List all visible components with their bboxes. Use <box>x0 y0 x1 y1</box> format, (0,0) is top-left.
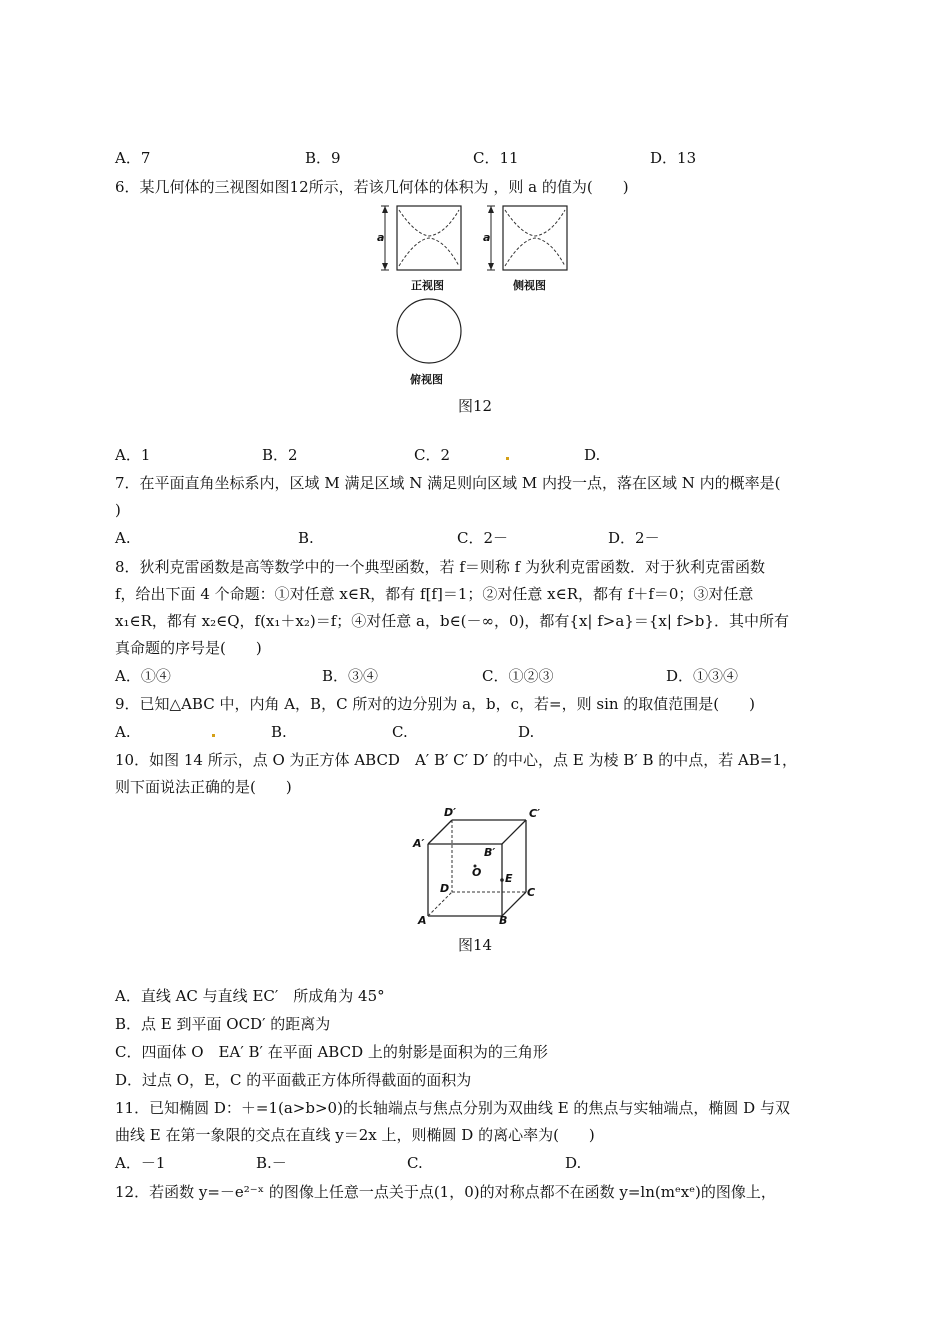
q10-stem-line1: 10．如图 14 所示，点 O 为正方体 ABCD A′ B′ C′ D′ 的中心，点 E 为棱 B′ B 的中点，若 AB=1， <box>115 751 797 769</box>
q9-option-c: C. <box>392 723 408 741</box>
front-view-dim-label: a <box>377 231 385 244</box>
q12-stem-line1: 12．若函数 y=－e²⁻ˣ 的图像上任意一点关于点(1，0)的对称点都不在函数 y=ln(mᵉxᵉ)的图像上， <box>115 1183 776 1201</box>
q6-option-c: C．2 <box>414 446 451 464</box>
q11-stem-line1: 11．已知椭圆 D：＋=1(a>b>0)的长轴端点与焦点分别为双曲线 E 的焦点与实轴端点，椭圆 D 与双 <box>115 1099 790 1117</box>
q10-option-a: A．直线 AC 与直线 EC′ 所成角为 45° <box>115 987 385 1005</box>
cube-label-a-prime: A′ <box>413 837 425 850</box>
cube-label-c: C <box>527 886 536 899</box>
figure-14-caption: 图14 <box>458 936 493 954</box>
q6-option-b: B．2 <box>262 446 298 464</box>
side-view-label: 侧视图 <box>513 279 546 292</box>
q10-option-d: D．过点 O，E，C 的平面截正方体所得截面的面积为 <box>115 1071 472 1089</box>
front-view-label: 正视图 <box>411 279 444 292</box>
q10-option-b: B．点 E 到平面 OCD′ 的距离为 <box>115 1015 331 1033</box>
q5-option-a: A．7 <box>115 149 151 167</box>
q8-option-a: A．①④ <box>115 667 171 685</box>
q9-option-b: B. <box>271 723 287 741</box>
three-view-figure <box>375 200 595 400</box>
q7-stem-line2: ) <box>115 501 121 519</box>
cube-label-e: E <box>505 872 513 885</box>
cube-label-b: B <box>499 914 508 927</box>
q8-stem-line1: 8．狄利克雷函数是高等数学中的一个典型函数，若 f＝则称 f 为狄利克雷函数．对于狄利克雷函数 <box>115 558 765 576</box>
q9-option-a: A. <box>115 723 131 741</box>
q8-stem-line3: x₁∈R，都有 x₂∈Q，f(x₁＋x₂)＝f；④对任意 a，b∈(－∞，0)，都有{x| f>a}＝{x| f>b}．其中所有 <box>115 612 789 630</box>
side-view-dim-label: a <box>483 231 491 244</box>
q10-option-c: C．四面体 O EA′ B′ 在平面 ABCD 上的射影是面积为的三角形 <box>115 1043 548 1061</box>
stray-mark <box>506 457 509 460</box>
q8-option-b: B．③④ <box>322 667 379 685</box>
q9-option-d: D. <box>518 723 535 741</box>
cube-label-d-prime: D′ <box>444 806 457 819</box>
q6-stem: 6．某几何体的三视图如图12所示，若该几何体的体积为 ，则 a 的值为( ) <box>115 178 629 196</box>
cube-label-c-prime: C′ <box>529 807 540 820</box>
cube-label-o: O <box>472 866 482 879</box>
q11-option-a: A．－1 <box>115 1154 166 1172</box>
q5-option-c: C．11 <box>473 149 519 167</box>
q11-option-b: B.－ <box>256 1154 287 1172</box>
q6-option-a: A．1 <box>115 446 151 464</box>
stray-mark <box>212 734 215 737</box>
q5-option-b: B．9 <box>305 149 341 167</box>
side-view <box>487 206 567 270</box>
q9-stem: 9．已知△ABC 中，内角 A，B，C 所对的边分别为 a，b，c，若=，则 sin 的取值范围是( ) <box>115 695 756 713</box>
cube-label-d: D <box>440 882 450 895</box>
q7-option-d: D．2－ <box>608 529 660 547</box>
top-view-label: 俯视图 <box>410 373 443 386</box>
q11-option-c: C. <box>407 1154 423 1172</box>
top-view-circle <box>397 299 461 363</box>
q5-option-d: D．13 <box>650 149 697 167</box>
q7-option-a: A. <box>115 529 131 547</box>
q8-option-c: C．①②③ <box>482 667 554 685</box>
q11-option-d: D. <box>565 1154 582 1172</box>
q8-stem-line2: f，给出下面 4 个命题：①对任意 x∈R，都有 f[f]＝1；②对任意 x∈R，都有 f＋f＝0；③对任意 <box>115 585 754 603</box>
q10-stem-line2: 则下面说法正确的是( ) <box>115 778 292 796</box>
cube-label-b-prime: B′ <box>484 846 496 859</box>
q7-option-b: B. <box>298 529 314 547</box>
q7-option-c: C．2－ <box>457 529 509 547</box>
cube-label-a: A <box>418 914 427 927</box>
q7-stem-line1: 7．在平面直角坐标系内，区域 M 满足区域 N 满足则向区域 M 内投一点，落在区域 N 内的概率是( <box>115 474 781 492</box>
front-view <box>381 206 461 270</box>
q11-stem-line2: 曲线 E 在第一象限的交点在直线 y＝2x 上，则椭圆 D 的离心率为( ) <box>115 1126 595 1144</box>
q8-option-d: D．①③④ <box>666 667 739 685</box>
q8-stem-line4: 真命题的序号是( ) <box>115 639 262 657</box>
q6-option-d: D. <box>584 446 601 464</box>
figure-12-caption: 图12 <box>458 397 493 415</box>
